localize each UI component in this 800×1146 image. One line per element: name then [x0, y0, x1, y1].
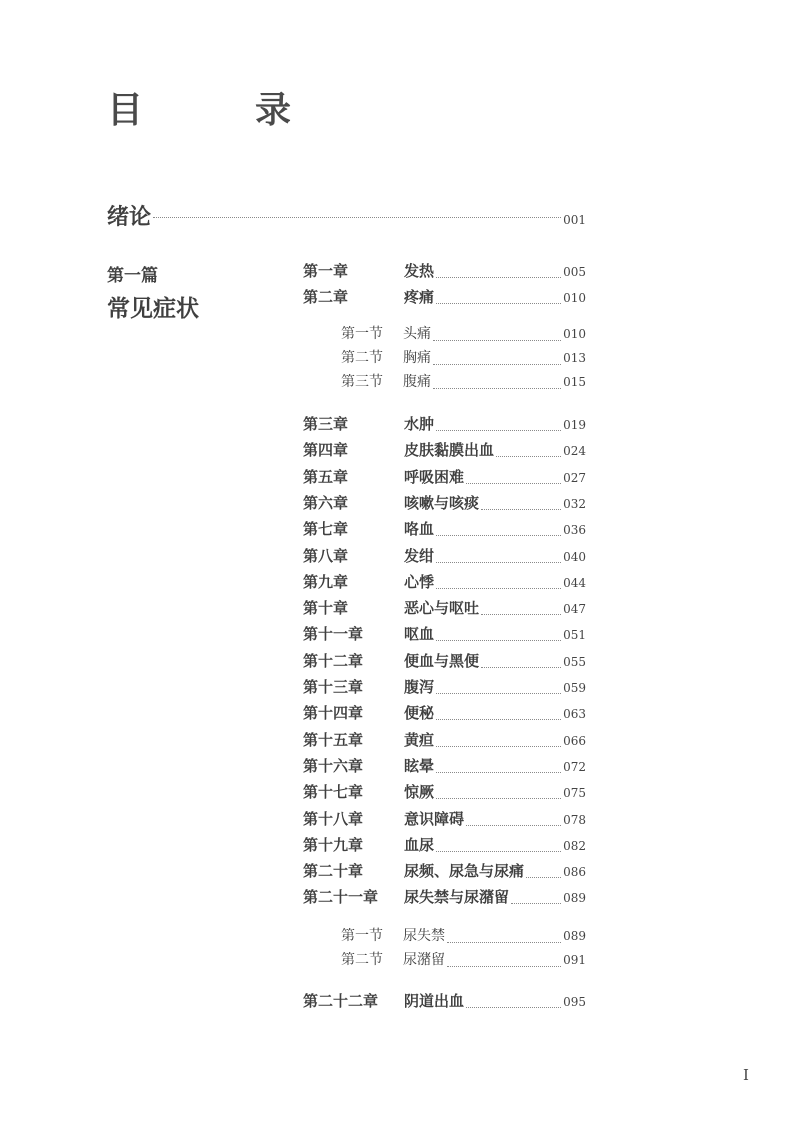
- chapter-entry[interactable]: [303, 886, 586, 910]
- chapter-title: 水肿: [404, 415, 435, 433]
- chapter-page: 066: [563, 733, 586, 748]
- chapter-page: 055: [563, 654, 586, 669]
- chapter-page: 072: [563, 759, 586, 774]
- chapter-number: 第十六章: [303, 756, 364, 775]
- dot-leader: [496, 456, 561, 457]
- chapter-title: 血尿: [404, 835, 435, 854]
- chapter-number: 第六章: [303, 493, 349, 512]
- chapter-entry[interactable]: [303, 492, 586, 516]
- chapter-number: 第十二章: [303, 651, 364, 670]
- chapter-entry[interactable]: [303, 781, 586, 805]
- dot-leader: [433, 388, 561, 389]
- dot-leader: [466, 483, 561, 484]
- chapter-number: 第八章: [303, 546, 349, 565]
- chapter-entry[interactable]: [303, 518, 586, 542]
- chapter-page: 019: [563, 418, 586, 432]
- dot-leader: [447, 942, 561, 943]
- chapter-page: 059: [563, 681, 586, 695]
- dot-leader: [481, 614, 561, 615]
- chapter-number: 第十章: [303, 599, 349, 618]
- chapter-entry[interactable]: [303, 676, 586, 700]
- chapter-entry[interactable]: [303, 702, 586, 726]
- chapter-title: 意识障碍: [404, 809, 465, 828]
- chapter-entry[interactable]: [303, 729, 586, 753]
- chapter-title: 疼痛: [404, 288, 435, 306]
- chapter-number: 第九章: [303, 572, 349, 591]
- chapter-page: 086: [563, 865, 586, 880]
- chapter-title: 皮肤黏膜出血: [404, 441, 495, 460]
- chapter-entry[interactable]: [303, 860, 586, 884]
- section-page: 013: [563, 351, 586, 365]
- chapter-entry[interactable]: [303, 808, 586, 832]
- chapter-number: 第四章: [303, 441, 349, 460]
- chapter-page: 063: [563, 707, 586, 722]
- chapter-number: 第十一章: [303, 625, 364, 644]
- chapter-page: 044: [563, 575, 586, 590]
- intro-page: 001: [563, 213, 586, 227]
- section-entry[interactable]: [341, 949, 586, 973]
- chapter-entry[interactable]: [303, 439, 586, 463]
- chapter-page: 047: [563, 602, 586, 617]
- chapter-title: 呼吸困难: [404, 467, 465, 486]
- dot-leader: [433, 364, 561, 365]
- chapter-title: 发绀: [404, 546, 435, 565]
- chapter-title: 尿频、尿急与尿痛: [404, 862, 525, 881]
- chapter-number: 第十三章: [303, 678, 364, 696]
- dot-leader: [511, 903, 561, 904]
- section-number: 第二节: [341, 952, 383, 968]
- chapter-page: 051: [563, 628, 586, 643]
- part-title: 常见症状: [107, 295, 199, 322]
- chapter-entry[interactable]: [303, 260, 586, 284]
- section-page: 091: [563, 953, 586, 967]
- dot-leader: [436, 693, 561, 694]
- chapter-title: 咯血: [404, 520, 435, 539]
- chapter-entry[interactable]: [303, 545, 586, 569]
- chapter-title: 便血与黑便: [404, 651, 480, 670]
- dot-leader: [436, 719, 561, 720]
- chapter-number: 第二十一章: [303, 888, 379, 907]
- chapter-number: 第一章: [303, 262, 349, 280]
- chapter-title: 黄疸: [404, 730, 435, 749]
- chapter-title: 发热: [404, 262, 435, 280]
- chapter-entry[interactable]: [303, 755, 586, 779]
- chapter-page: 010: [563, 291, 586, 305]
- chapter-number: 第三章: [303, 415, 349, 433]
- chapter-page: 040: [563, 549, 586, 564]
- chapter-page: 089: [563, 891, 586, 906]
- chapter-title: 尿失禁与尿潴留: [404, 888, 510, 907]
- chapter-title: 恶心与呕吐: [404, 599, 480, 618]
- section-title: 尿潴留: [403, 952, 445, 968]
- section-title: 胸痛: [403, 350, 431, 366]
- chapter-number: 第二十二章: [303, 992, 379, 1010]
- chapter-entry[interactable]: [303, 990, 586, 1014]
- dot-leader: [436, 798, 561, 799]
- intro-entry[interactable]: [107, 200, 586, 230]
- chapter-number: 第十九章: [303, 835, 364, 854]
- chapter-entry[interactable]: [303, 286, 586, 310]
- section-entry[interactable]: [341, 925, 586, 949]
- part-number: 第一篇: [107, 266, 158, 286]
- intro-label: 绪论: [107, 204, 152, 230]
- chapter-title: 眩晕: [404, 756, 435, 775]
- chapter-title: 便秘: [404, 704, 435, 723]
- chapter-title: 咳嗽与咳痰: [404, 493, 480, 512]
- chapter-page: 032: [563, 496, 586, 511]
- chapter-page: 027: [563, 470, 586, 485]
- chapter-entry[interactable]: [303, 650, 586, 674]
- chapter-entry[interactable]: [303, 597, 586, 621]
- dot-leader: [436, 640, 561, 641]
- dot-leader: [436, 851, 561, 852]
- section-number: 第二节: [341, 350, 383, 366]
- chapter-number: 第十七章: [303, 783, 364, 802]
- chapter-entry[interactable]: [303, 623, 586, 647]
- page-folio: I: [743, 1066, 749, 1084]
- chapter-number: 第十八章: [303, 809, 364, 828]
- section-entry[interactable]: [341, 323, 586, 347]
- dot-leader: [153, 217, 561, 218]
- chapter-number: 第十五章: [303, 730, 364, 749]
- dot-leader: [481, 667, 561, 668]
- dot-leader: [433, 340, 561, 341]
- chapter-title: 腹泻: [404, 678, 435, 696]
- section-entry[interactable]: [341, 371, 586, 395]
- section-page: 015: [563, 375, 586, 389]
- chapter-number: 第七章: [303, 520, 349, 539]
- dot-leader: [466, 825, 561, 826]
- section-number: 第一节: [341, 326, 383, 342]
- dot-leader: [436, 277, 561, 278]
- chapter-title: 心悸: [404, 572, 435, 591]
- chapter-title: 呕血: [404, 625, 435, 644]
- chapter-number: 第五章: [303, 467, 349, 486]
- dot-leader: [436, 772, 561, 773]
- section-title: 头痛: [403, 326, 431, 342]
- dot-leader: [436, 746, 561, 747]
- dot-leader: [436, 588, 561, 589]
- dot-leader: [436, 535, 561, 536]
- dot-leader: [436, 430, 561, 431]
- chapter-page: 005: [563, 265, 586, 279]
- chapter-number: 第十四章: [303, 704, 364, 723]
- section-entry[interactable]: [341, 347, 586, 371]
- section-page: 010: [563, 327, 586, 341]
- chapter-number: 第二章: [303, 288, 349, 306]
- chapter-number: 第二十章: [303, 862, 364, 881]
- chapter-entry[interactable]: [303, 834, 586, 858]
- dot-leader: [481, 509, 561, 510]
- section-page: 089: [563, 929, 586, 943]
- chapter-entry[interactable]: [303, 413, 586, 437]
- dot-leader: [526, 877, 561, 878]
- dot-leader: [436, 562, 561, 563]
- chapter-page: 024: [563, 444, 586, 459]
- chapter-page: 078: [563, 812, 586, 827]
- dot-leader: [466, 1007, 561, 1008]
- toc-title: 目 录: [107, 89, 330, 131]
- chapter-page: 075: [563, 786, 586, 801]
- chapter-page: 095: [563, 995, 586, 1009]
- chapter-entry[interactable]: [303, 466, 586, 490]
- dot-leader: [436, 303, 561, 304]
- chapter-title: 惊厥: [404, 783, 435, 802]
- chapter-title: 阴道出血: [404, 992, 465, 1010]
- section-number: 第一节: [341, 928, 383, 944]
- section-title: 尿失禁: [403, 928, 445, 944]
- section-title: 腹痛: [403, 374, 431, 390]
- chapter-page: 036: [563, 523, 586, 538]
- section-number: 第三节: [341, 374, 383, 390]
- chapter-page: 082: [563, 838, 586, 853]
- chapter-entry[interactable]: [303, 571, 586, 595]
- dot-leader: [447, 966, 561, 967]
